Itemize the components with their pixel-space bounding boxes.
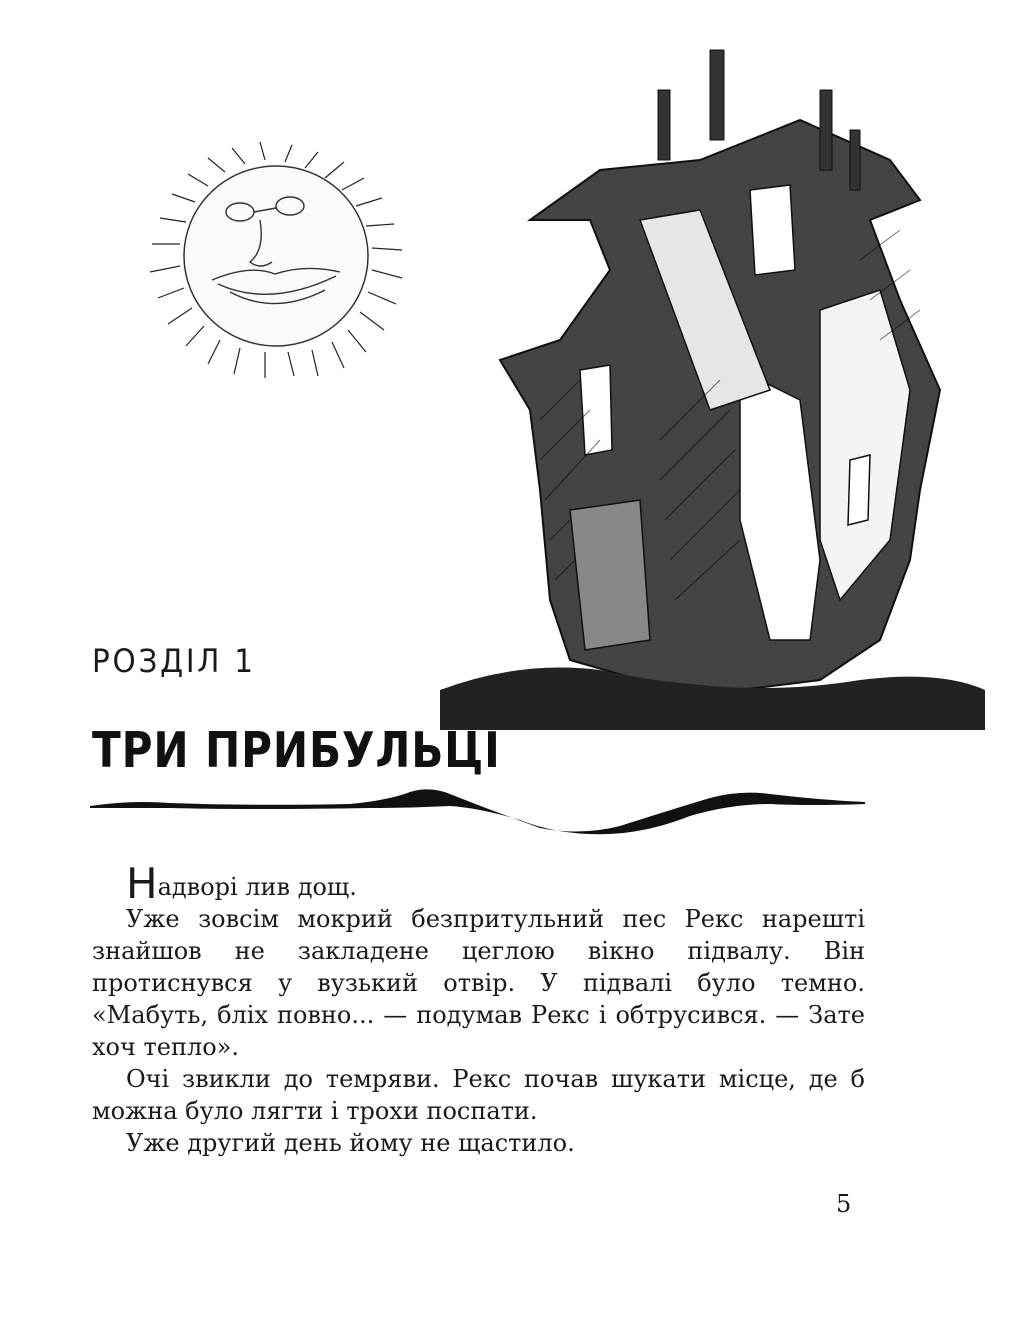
sun-face-illustration [100, 140, 430, 380]
paragraph [92, 859, 865, 908]
chapter-title: ТРИ ПРИБУЛЬЦІ [92, 722, 501, 779]
chapter-text [92, 859, 865, 1159]
wave-divider [90, 780, 870, 840]
paragraph: Уже другий день йому не щастило. [126, 1129, 575, 1157]
sun-disc [184, 166, 368, 346]
paragraph: Очі звикли до темряви. Рекс почав шукати місце, де б можна було лягти і трохи поспати. [92, 1065, 865, 1125]
paragraph: Уже зовсім мокрий безпритульний пес Рекс нарешті знайшов не закладене цеглою вікно підвалу. Він протиснувся у вузький отвір. У підвалі було темно. «Мабуть, бліх повно... — подумав Рекс і обтрусився. — Зате хоч тепло». [92, 905, 865, 1061]
paragraph-text: адворі лив дощ. [157, 873, 357, 901]
drop-cap: Н [126, 859, 158, 908]
crooked-house-illustration [440, 40, 985, 730]
page-number: 5 [836, 1190, 852, 1218]
chapter-label: РОЗДІЛ 1 [92, 642, 256, 680]
house-shapes [440, 50, 985, 730]
